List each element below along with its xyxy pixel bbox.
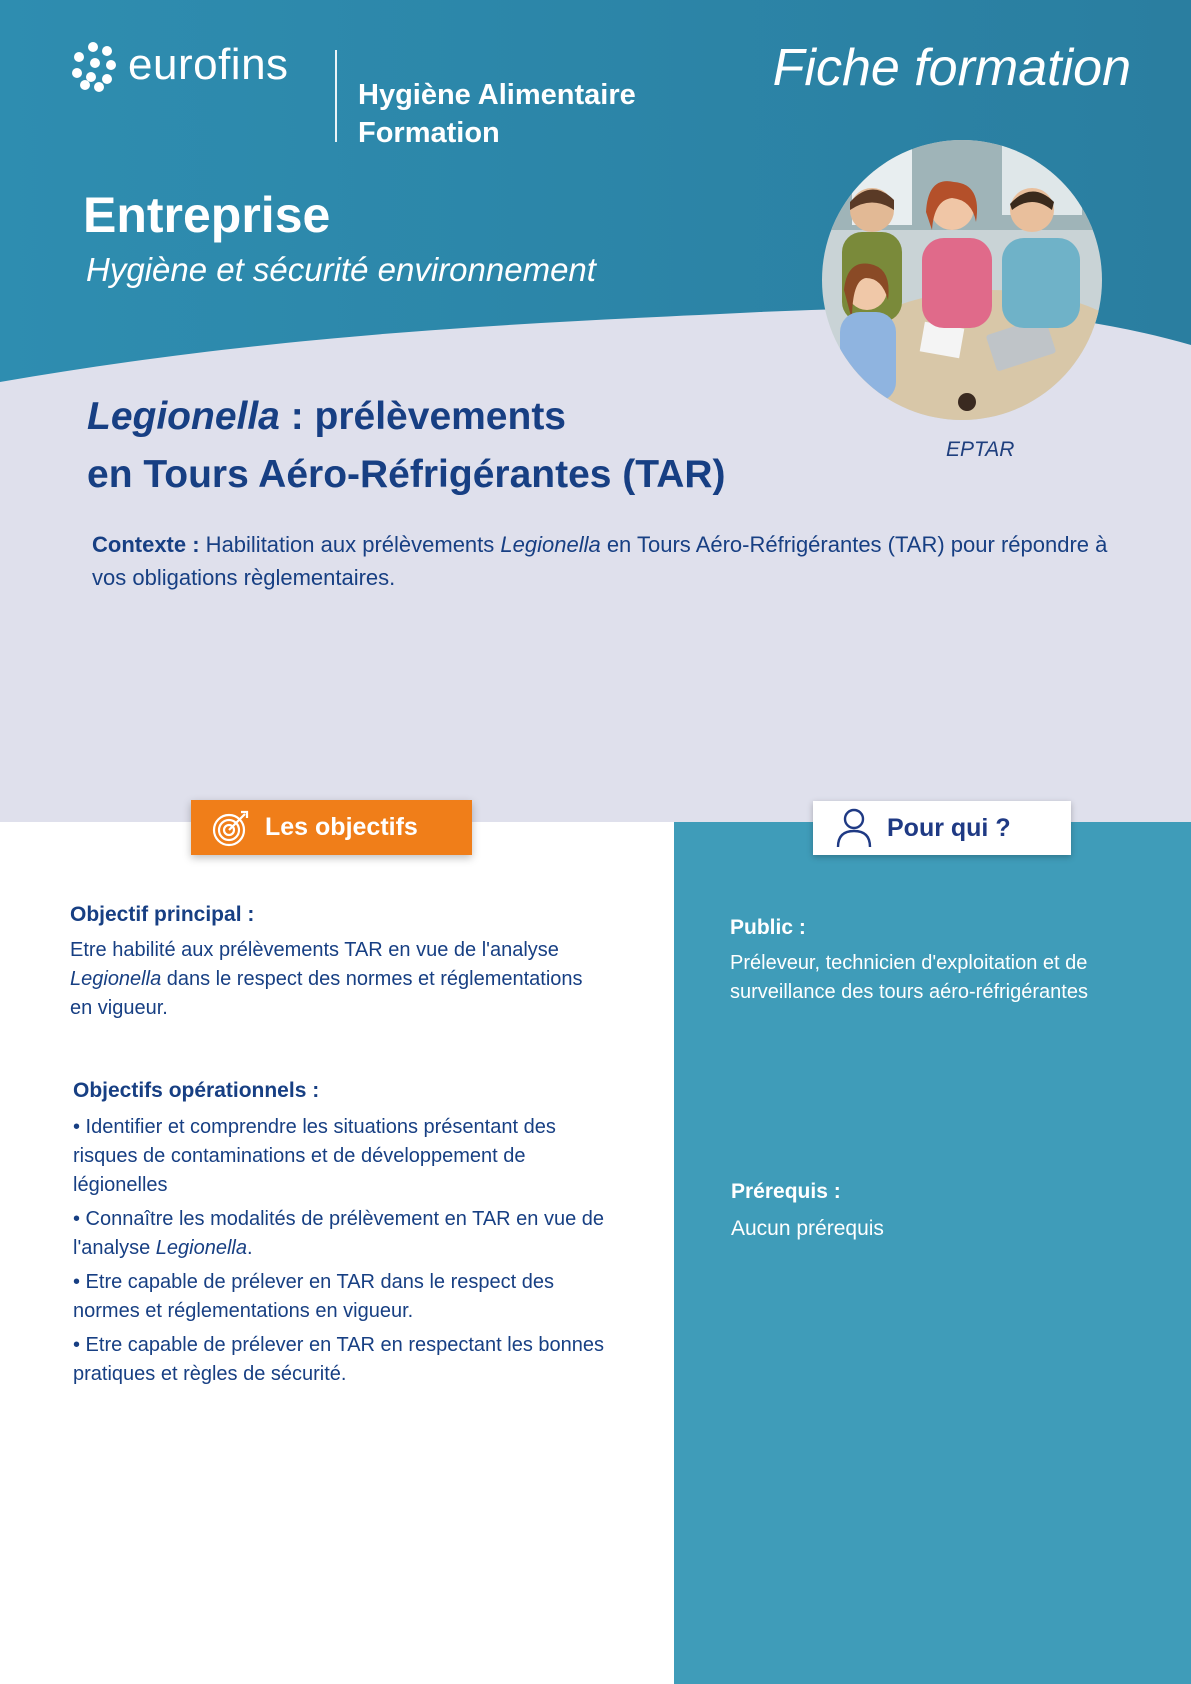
list-item: • Identifier et comprendre les situations présentant des risques de contaminations et de développement de légionelles xyxy=(73,1116,556,1196)
audience-header xyxy=(813,801,1071,855)
category-title: Entreprise xyxy=(83,187,331,243)
team-photo xyxy=(822,140,1102,420)
logo-subtitle xyxy=(358,76,636,152)
logo-wordmark: eurofins xyxy=(128,40,289,89)
target-icon xyxy=(211,808,251,848)
list-item-italic: Legionella xyxy=(155,1237,247,1259)
eurofins-logo xyxy=(70,40,289,90)
logo-dots-icon xyxy=(70,40,120,90)
public-heading: Public : xyxy=(730,916,806,939)
audience-header-label: Pour qui ? xyxy=(887,813,1011,842)
title-italic: Legionella xyxy=(87,395,280,438)
prerequisites-heading: Prérequis : xyxy=(731,1180,841,1203)
objectives-header xyxy=(191,800,472,855)
list-item-before: • Connaître les modalités de prélèvement en TAR en vue de l'analyse xyxy=(73,1208,605,1259)
operational-objectives-heading: Objectifs opérationnels : xyxy=(73,1079,320,1102)
title-line1-rest: : prélèvements xyxy=(279,395,566,438)
context-text-before: Habilitation aux prélèvements xyxy=(199,532,501,557)
document-type: Fiche formation xyxy=(772,39,1131,97)
training-title xyxy=(87,388,726,504)
context-italic: Legionella xyxy=(500,532,601,557)
photo-caption: EPTAR xyxy=(946,438,1015,461)
list-item xyxy=(73,1205,623,1263)
logo-sub-line2: Formation xyxy=(358,117,500,149)
subcategory-title: Hygiène et sécurité environnement xyxy=(86,251,596,288)
operational-objectives-list xyxy=(73,1113,623,1394)
prerequisites-text: Aucun prérequis xyxy=(731,1217,884,1240)
context-label: Contexte : xyxy=(92,532,200,557)
list-item: • Etre capable de prélever en TAR dans le respect des normes et réglementations en vigueur. xyxy=(73,1271,554,1322)
context-text-after: en Tours Aéro-Réfrigérantes (TAR) pour répondre à vos obligations règlementaires. xyxy=(92,532,1108,590)
public-text: Préleveur, technicien d'exploitation et de surveillance des tours aéro-réfrigérantes xyxy=(730,952,1088,1003)
main-objective-after: dans le respect des normes et réglementations en vigueur. xyxy=(70,968,583,1019)
objectives-header-label: Les objectifs xyxy=(265,813,418,841)
main-objective-text xyxy=(70,936,600,1023)
list-item-after: . xyxy=(246,1237,253,1259)
title-line-1 xyxy=(87,388,726,446)
main-objective-before: Etre habilité aux prélèvements TAR en vue de l'analyse xyxy=(70,939,559,961)
main-objective-heading: Objectif principal : xyxy=(70,903,255,926)
logo-sub-line1: Hygiène Alimentaire xyxy=(358,79,636,111)
logo-divider xyxy=(335,50,337,142)
list-item: • Etre capable de prélever en TAR en respectant les bonnes pratiques et règles de sécurité. xyxy=(73,1334,605,1385)
title-line-2: en Tours Aéro-Réfrigérantes (TAR) xyxy=(87,453,726,496)
user-icon xyxy=(835,807,873,849)
main-objective-italic: Legionella xyxy=(70,968,162,990)
context-paragraph xyxy=(92,528,1132,594)
